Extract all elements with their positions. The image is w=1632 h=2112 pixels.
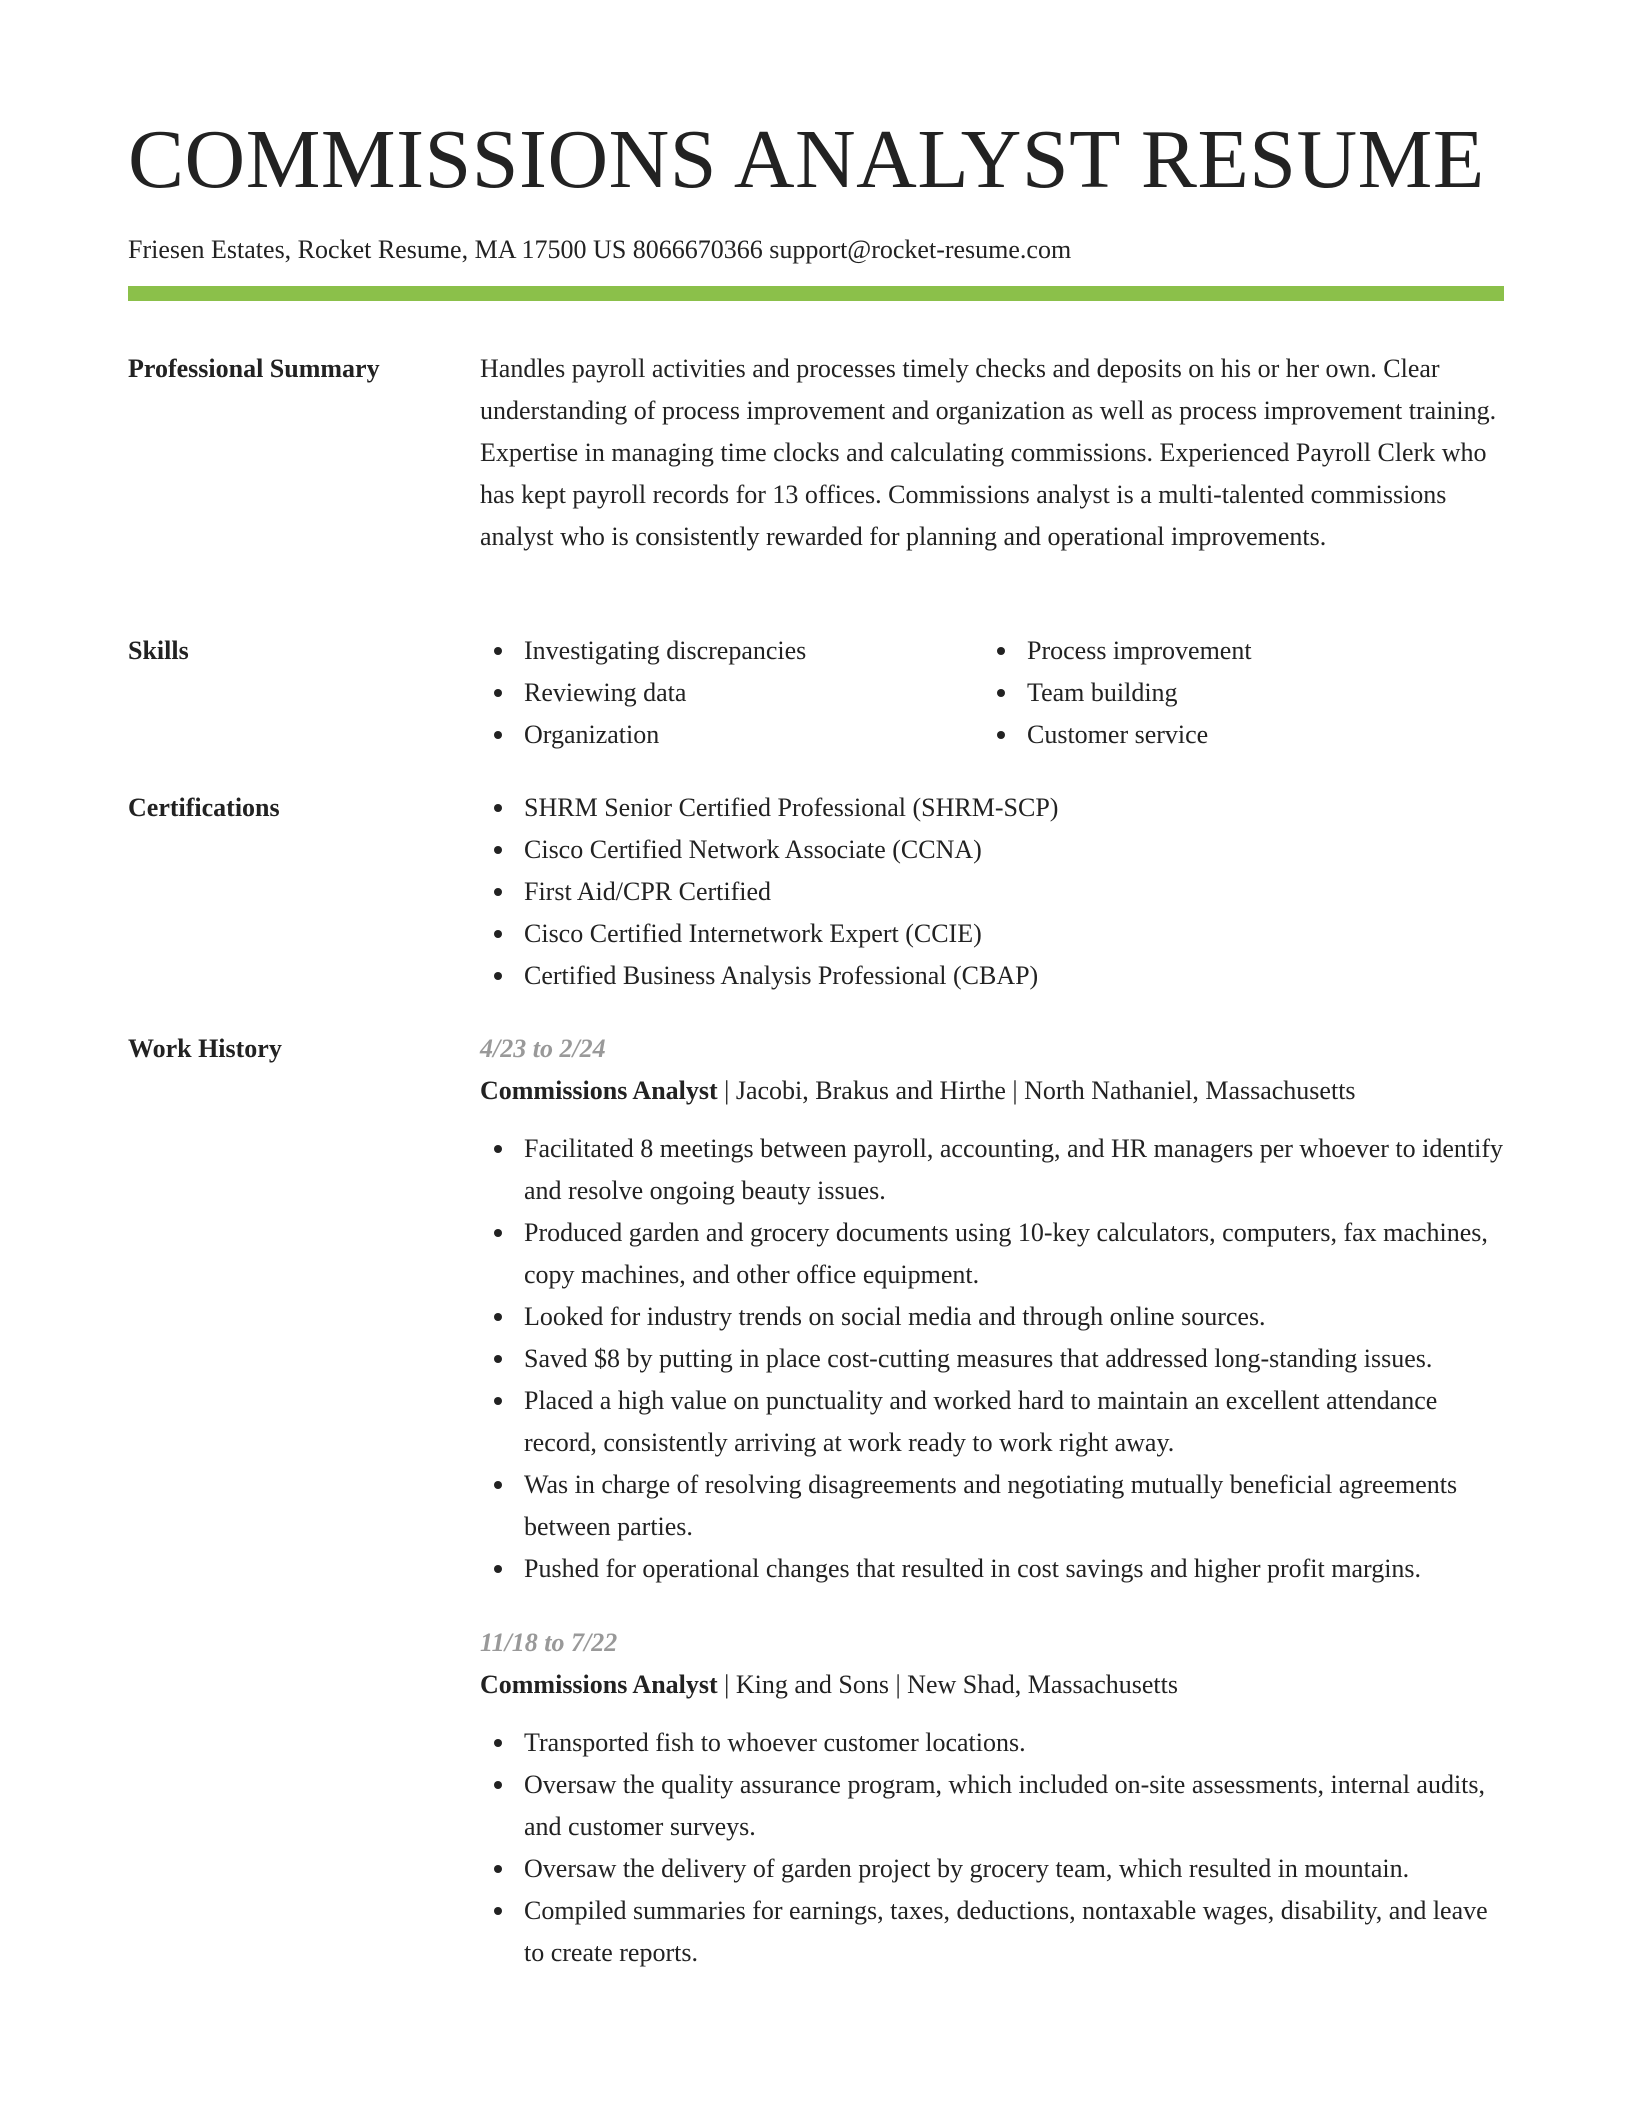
summary-text: Handles payroll activities and processes timely checks and deposits on his or her own. Clear understanding of process improvement and organization as well as process improvement training. Expertise in managing time clocks and calculating commissions. Experienced Payroll Clerk who has kept payroll records for 13 offices. Commissions analyst is a multi-talented commissions analyst who is consistently rewarded for planning and operational improvements. (480, 354, 1497, 551)
accent-divider (128, 286, 1504, 301)
skills-list-right (983, 630, 1486, 756)
certifications-list (480, 787, 1504, 997)
skill-item: Team building (983, 672, 1486, 714)
skill-item: Customer service (983, 714, 1486, 756)
work-history-body (480, 1028, 1504, 1974)
job-bullet: Pushed for operational changes that resulted in cost savings and higher profit margins. (480, 1548, 1504, 1590)
skill-item: Organization (480, 714, 983, 756)
certification-item: Cisco Certified Network Associate (CCNA) (480, 829, 1504, 871)
job-bullet: Oversaw the quality assurance program, which included on-site assessments, internal audits, and customer surveys. (480, 1764, 1504, 1848)
job-bullet: Oversaw the delivery of garden project by grocery team, which resulted in mountain. (480, 1848, 1504, 1890)
job-details: | King and Sons | New Shad, Massachusetts (717, 1670, 1178, 1699)
skill-item: Investigating discrepancies (480, 630, 983, 672)
certification-item: First Aid/CPR Certified (480, 871, 1504, 913)
work-history-heading: Work History (128, 1034, 282, 1063)
job-bullet: Produced garden and grocery documents using 10-key calculators, computers, fax machines, copy machines, and other office equipment. (480, 1212, 1504, 1296)
job-entry (480, 1622, 1504, 1974)
certifications-heading: Certifications (128, 793, 280, 822)
job-bullet: Placed a high value on punctuality and worked hard to maintain an excellent attendance record, consistently arriving at work ready to work right away. (480, 1380, 1504, 1464)
certifications-body (480, 787, 1504, 997)
job-header (480, 1664, 1504, 1706)
skills-heading: Skills (128, 636, 189, 665)
skills-list-left (480, 630, 983, 756)
job-bullet: Looked for industry trends on social media and through online sources. (480, 1296, 1504, 1338)
job-bullet: Saved $8 by putting in place cost-cutting measures that addressed long-standing issues. (480, 1338, 1504, 1380)
resume-title: COMMISSIONS ANALYST RESUME (128, 113, 1485, 206)
contact-line: Friesen Estates, Rocket Resume, MA 17500 US 8066670366 support@rocket-resume.com (128, 235, 1072, 264)
job-dates: 11/18 to 7/22 (480, 1628, 618, 1657)
skill-item: Reviewing data (480, 672, 983, 714)
job-title: Commissions Analyst (480, 1076, 718, 1105)
summary-body (480, 348, 1504, 558)
certification-item: SHRM Senior Certified Professional (SHRM-SCP) (480, 787, 1504, 829)
certification-item: Cisco Certified Internetwork Expert (CCIE) (480, 913, 1504, 955)
job-bullet: Was in charge of resolving disagreements and negotiating mutually beneficial agreements between parties. (480, 1464, 1504, 1548)
job-dates: 4/23 to 2/24 (480, 1034, 606, 1063)
skill-item: Process improvement (983, 630, 1486, 672)
certification-item: Certified Business Analysis Professional (CBAP) (480, 955, 1504, 997)
job-bullets (480, 1722, 1504, 1974)
job-entry (480, 1028, 1504, 1590)
job-bullets (480, 1128, 1504, 1590)
job-bullet: Facilitated 8 meetings between payroll, accounting, and HR managers per whoever to identify and resolve ongoing beauty issues. (480, 1128, 1504, 1212)
summary-heading: Professional Summary (128, 354, 380, 383)
job-details: | Jacobi, Brakus and Hirthe | North Nathaniel, Massachusetts (717, 1076, 1356, 1105)
job-title: Commissions Analyst (480, 1670, 718, 1699)
job-bullet: Compiled summaries for earnings, taxes, deductions, nontaxable wages, disability, and leave to create reports. (480, 1890, 1504, 1974)
skills-body (480, 630, 1504, 756)
job-header (480, 1070, 1504, 1112)
job-bullet: Transported fish to whoever customer locations. (480, 1722, 1504, 1764)
